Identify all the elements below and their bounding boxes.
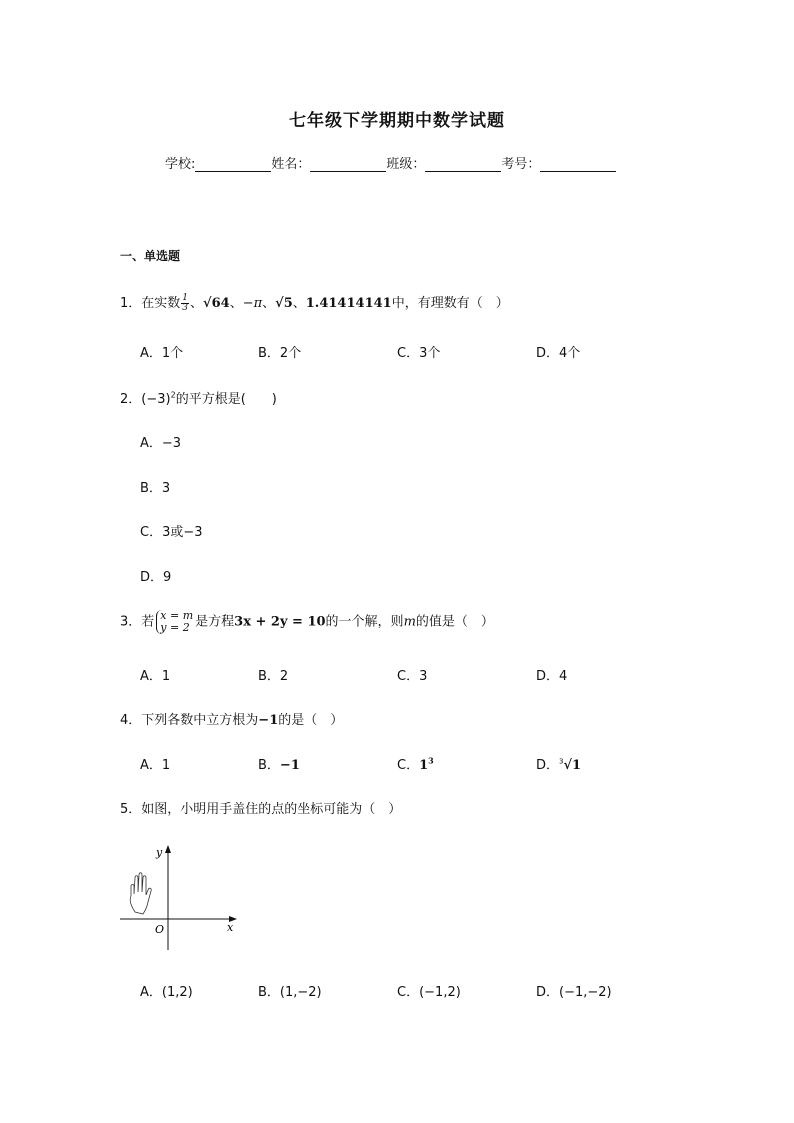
option-c[interactable]: C．3 — [397, 669, 428, 684]
option-d[interactable]: D．4个 — [536, 346, 581, 361]
option-c[interactable]: C．$1^3$ — [397, 755, 434, 773]
y-axis-label: y — [156, 846, 163, 859]
option-c[interactable]: C．3个 — [397, 346, 441, 361]
fraction-one-third: $\frac{1}{3}$ — [182, 293, 189, 313]
equation-system: x = m y = 2 — [156, 610, 193, 634]
class-label: 班级： — [386, 157, 426, 172]
hand-icon — [130, 873, 151, 914]
question-number: 5． — [120, 802, 142, 817]
option-b[interactable]: B．2 — [258, 669, 289, 684]
option-d[interactable]: D．9 — [140, 570, 172, 585]
question-4: 4．下列各数中立方根为−1的是（ ） — [120, 713, 344, 728]
question-number: 3． — [120, 614, 142, 630]
question-5 — [120, 798, 401, 817]
question-1: 1．在实数 $\frac{1}{3}$ 、√64、−π、√5、1.41414141中，有理数有（ ） — [120, 293, 509, 313]
option-c[interactable]: C．(−1,2) — [397, 985, 461, 1000]
power-base: (−3) — [141, 392, 171, 407]
question-number: 2． — [120, 392, 142, 407]
question-text: 在实数 — [141, 296, 181, 311]
option-b[interactable]: B．(1,−2) — [258, 985, 322, 1000]
number-blank[interactable] — [540, 157, 616, 172]
class-blank[interactable] — [425, 157, 501, 172]
student-info-line — [165, 153, 616, 172]
option-c[interactable]: C．3或−3 — [140, 525, 203, 540]
option-a[interactable]: A．1 — [140, 758, 171, 773]
school-blank[interactable] — [195, 157, 271, 172]
sqrt-5: √5 — [275, 296, 293, 311]
y-axis-arrow-icon — [165, 845, 171, 853]
option-a[interactable]: A．1 — [140, 669, 171, 684]
origin-label: O — [155, 923, 165, 936]
question-3: 3．若 x = m y = 2 是方程3x + 2y = 10的一个解，则m的值是（ ） — [120, 609, 494, 634]
option-a[interactable]: A．−3 — [140, 436, 182, 451]
option-d[interactable]: D．$^3$√1 — [536, 757, 582, 773]
option-d[interactable]: D．4 — [536, 669, 568, 684]
variable-m: m — [403, 614, 416, 630]
question-text: 如图，小明用手盖住的点的坐标可能为（ ） — [141, 802, 402, 817]
option-d[interactable]: D．(−1,−2) — [536, 985, 612, 1000]
question-number: 4． — [120, 713, 142, 728]
page-title: 七年级下学期期中数学试题 — [289, 111, 505, 131]
school-label: 学校: — [165, 157, 196, 172]
section-heading: 一、单选题 — [120, 249, 181, 263]
name-blank[interactable] — [310, 157, 386, 172]
option-b[interactable]: B．2个 — [258, 346, 302, 361]
number-label: 考号： — [501, 157, 541, 172]
sqrt-64: √64 — [203, 296, 230, 311]
option-b[interactable]: B．3 — [140, 481, 171, 496]
coordinate-figure — [115, 840, 245, 955]
option-a[interactable]: A．(1,2) — [140, 985, 193, 1000]
option-b[interactable]: B．−1 — [258, 758, 300, 773]
value-neg-one: −1 — [258, 713, 279, 728]
question-text: 中，有理数有（ ） — [391, 296, 509, 311]
name-label: 姓名： — [271, 157, 311, 172]
decimal-number: 1.41414141 — [305, 296, 392, 311]
equation: 3x + 2y = 10 — [234, 614, 326, 630]
question-text: 的平方根是( ) — [175, 392, 277, 407]
power-exponent: 2 — [170, 390, 176, 400]
question-2 — [120, 388, 277, 407]
question-number: 1． — [120, 296, 142, 311]
x-axis-label: x — [227, 921, 234, 934]
neg-pi: −π — [242, 296, 263, 311]
option-a[interactable]: A．1个 — [140, 346, 184, 361]
